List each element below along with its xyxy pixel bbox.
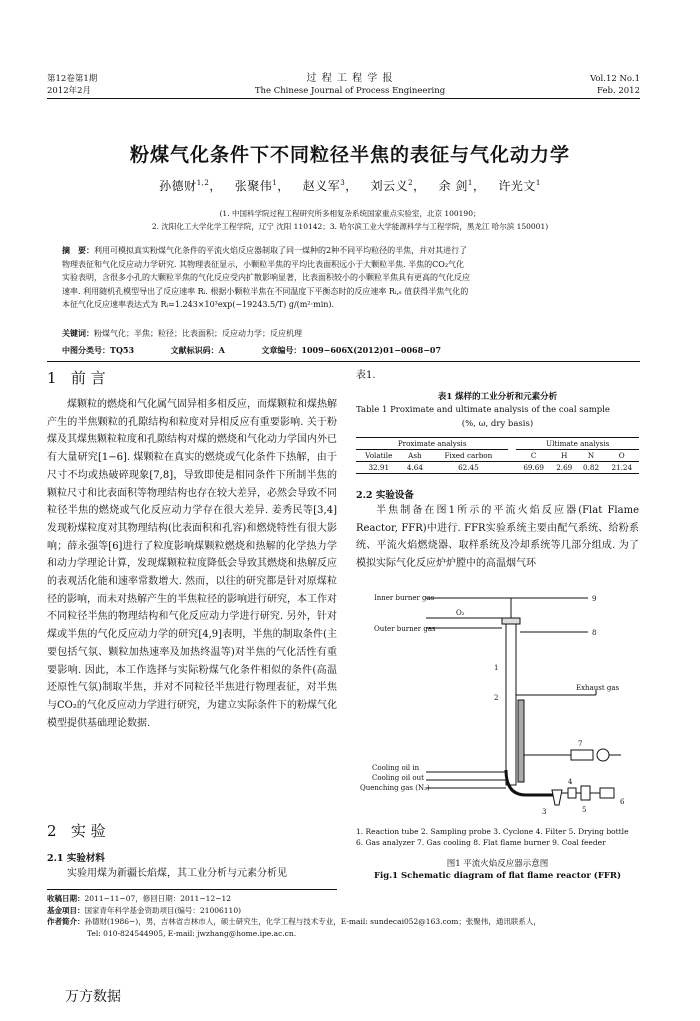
keywords: [62, 327, 640, 341]
cls-value: TQ53: [110, 345, 135, 355]
label-quench: Quenching gas (N₂): [360, 784, 430, 792]
journal-title-cn: 过 程 工 程 学 报: [306, 73, 394, 84]
table-cell: 62.45: [458, 463, 479, 472]
author: 赵义军$^3$: [302, 179, 346, 193]
number-label: 4: [568, 778, 573, 786]
gas-cooling: [571, 750, 593, 760]
watermark: 万方数据: [65, 989, 121, 1005]
keywords-text: 粉煤气化；半焦；粒径；比表面积；反应动力学；反应机理: [94, 329, 302, 338]
author: 许光文$^1$: [498, 179, 541, 193]
label-outer-gas: Outer burner gas: [374, 625, 436, 633]
abstract-line: 速率. 利用随机孔模型导出了反应速率 Rᵢ. 根据小颗粒半焦在不同温度下平衡态时的反应速率 Rᵢ,ₛ 值获得半焦气化的: [62, 286, 469, 296]
subsection-2-1-heading: 2.1 实验材料: [47, 853, 105, 864]
table-group-header: Proximate analysis: [356, 438, 508, 450]
keywords-label: 关键词：: [62, 328, 94, 338]
number-label: 8: [592, 629, 597, 637]
table-group-header: Ultimate analysis: [516, 438, 639, 450]
label-cooling-out: Cooling oil out: [372, 774, 424, 782]
table-cell: 4.64: [406, 463, 423, 472]
number-label: 7: [578, 740, 583, 748]
table-col-header: O: [618, 451, 625, 460]
author-bio: 孙德财(1986−)，男，吉林省吉林市人，硕士研究生，化学工程与技术专业，E-mail: sundecai052@163.com；张聚伟，通讯联系人，: [84, 917, 541, 926]
table-cell: 69.69: [523, 463, 544, 472]
label-o2: O₂: [456, 609, 465, 617]
number-label: 3: [542, 808, 547, 816]
subsection-2-1-body: 实验用煤为新疆长焰煤，其工业分析与元素分析见: [67, 868, 287, 879]
number-label: 2: [494, 694, 499, 702]
ffr-schematic: [356, 590, 646, 822]
abstract-line: 物理表征和气化反应动力学研究. 其物理表征显示，小颗粒半焦的平均比表面积远小于大颗粒半焦. 半焦的CO₂气化: [62, 259, 465, 269]
label-exhaust: Exhaust gas: [576, 684, 620, 692]
table-1-units: (%, ω, dry basis): [461, 419, 534, 429]
subsection-2-2-heading: 2.2 实验设备: [356, 490, 414, 501]
author: 余 剑$^1$: [438, 179, 473, 193]
cyclone: [552, 790, 562, 805]
table-col-header: C: [530, 451, 537, 460]
abstract-rule: [47, 361, 640, 362]
table-1-title-en: Table 1 Proximate and ultimate analysis of the coal sample: [356, 405, 610, 415]
affiliation-line-2: 2. 沈阳化工大学化学工程学院，辽宁 沈阳 110142；3. 哈尔滨工业大学能源科学与工程学院，黑龙江 哈尔滨 150001): [151, 222, 549, 231]
table-col-header: Volatile: [365, 451, 393, 460]
gas-analyzer: [600, 788, 614, 798]
doc-code: A: [218, 345, 225, 355]
table-row: [356, 462, 639, 474]
number-label: 9: [592, 595, 597, 603]
abstract-line: 本征气化反应速率表达式为 Rᵢ=1.243×10³exp(−19243.5/T) g/(m²·min).: [62, 300, 335, 310]
number-label: 1: [494, 664, 499, 672]
drying-bottle: [581, 786, 590, 800]
table-cell: 2.69: [556, 463, 573, 472]
table-cell: 32.91: [368, 463, 390, 472]
abstract-label: 摘 要：: [62, 245, 94, 255]
abstract-line: 实验表明，含很多小孔的大颗粒半焦的气化反应受内扩散影响显著，比表面积较小的小颗粒半焦具有更高的气化反应: [62, 273, 470, 283]
footnote-rule: [47, 889, 337, 890]
author: 刘云义$^2$: [370, 179, 414, 193]
affiliation-line-1: (1. 中国科学院过程工程研究所多相复杂系统国家重点实验室，北京 100190；: [219, 209, 481, 218]
number-label: 6: [620, 798, 625, 806]
table-col-header: N: [587, 451, 595, 460]
table-1-title-cn: 表1 煤样的工业分析和元素分析: [437, 392, 558, 402]
sampling-probe: [518, 700, 524, 782]
abstract: [62, 244, 640, 312]
figure-1-caption-cn: 图1 平流火焰反应器示意图: [446, 859, 549, 869]
number-label: 5: [582, 806, 587, 814]
subsection-2-2-body: 半焦制备在图1所示的平流火焰反应器(Flat Flame Reactor, FFR)中进行. FFR实验系统主要由配气系统、给粉系统、平流火焰燃烧器、取样系统及冷却系统等几部分组成. 为了模拟实际气化反应炉炉膛中的高温烟气环: [356, 505, 639, 570]
date-en: Feb. 2012: [597, 86, 640, 96]
table-col-header: Fixed carbon: [444, 451, 493, 460]
table-ref-line: 表1.: [356, 370, 376, 381]
table-1: [356, 437, 639, 474]
figure-1-caption-en: Fig.1 Schematic diagram of flat flame reactor (FFR): [374, 871, 621, 881]
table-cell: 21.24: [611, 463, 633, 472]
article-number: 1009−606X(2012)01−0068−07: [301, 345, 442, 355]
fund-info: 国家青年科学基金资助项目(编号：21006110): [84, 905, 242, 915]
section-2-heading: 2 实 验: [47, 822, 106, 840]
abstract-line: 利用可模拟真实粉煤气化条件的平流火焰反应器制取了同一煤种的2种不同平均粒径的半焦，并对其进行了: [94, 246, 468, 255]
date-cn: 2012年2月: [47, 86, 92, 96]
table-col-header: Ash: [408, 451, 422, 460]
figure-1-legend: 1. Reaction tube 2. Sampling probe 3. Cyclone 4. Filter 5. Drying bottle 6. Gas analyzer 7. Gas cooling 8. Flat flame burner 9. Coal feeder: [356, 827, 629, 847]
section-1-body: [47, 396, 337, 732]
reaction-tube: [506, 620, 516, 785]
section-1-heading: 1 前 言: [47, 369, 106, 387]
volume-en: Vol.12 No.1: [590, 74, 640, 84]
author: 张聚伟$^1$: [234, 179, 278, 193]
header-rule: [47, 98, 640, 99]
journal-title-en: The Chinese Journal of Process Engineering: [254, 86, 446, 96]
volume-cn: 第12卷第1期: [47, 74, 98, 84]
table-col-header: H: [561, 451, 568, 460]
pump: [597, 749, 609, 761]
contact-line: Tel: 010-824544905, E-mail: jwzhang@home.ipe.ac.cn.: [87, 928, 297, 938]
classification-line: 中图分类号：TQ53 文献标识码：A 文章编号：1009−606X(2012)01−0068−07: [62, 345, 442, 355]
author-list: 孙德财$^{1,2}$， 张聚伟$^1$， 赵义军$^3$， 刘云义$^2$， 余 剑$^1$， 许光文$^1$: [159, 179, 541, 193]
author: 孙德财$^{1,2}$: [159, 179, 210, 193]
footnote: 收稿日期：2011−11−07，修回日期：2011−12−12 基金项目：国家青年科学基金资助项目(编号：21006110) 作者简介：孙德财(1986−)，男，吉林省吉林市人，硕士研究生，化学工程与技术专业，E-mail: sundecai052@163.com；张聚伟，通讯联系人， Tel: 010-824544905, E-mail: jwzhang@home.ipe.ac.cn.: [47, 893, 647, 939]
filter: [568, 788, 576, 798]
paper-title: 粉煤气化条件下不同粒径半焦的表征与气化动力学: [129, 144, 570, 166]
intro-paragraph: 煤颗粒的燃烧和气化属气固异相多相反应，而煤颗粒和煤热解产生的半焦颗粒的孔隙结构和粒度对异相反应有重要影响. 关于粉煤及其煤焦颗粒粒度和孔隙结构对煤的燃烧和气化动力学国内外已有大量研究[1−6]. 煤颗粒在真实的燃烧或气化条件下热解，由于尺寸不均或热破碎现象[7,8]，导致即使是相同条件下所制半焦的颗粒尺寸和比表面积等物理结构也存在较大差异，必然会导致不同粒径半焦的燃烧或气化反应动力学存在很大差异. 姜秀民等[3,4]发现粉煤粒度对其物理结构(比表面积和孔容)和燃烧特性有很大影响；薛永强等[6]进行了粒度影响煤颗粒燃烧和热解的化学热力学和动力学理论计算，发现煤颗粒粒度降低会导致其燃烧和热解反应的表观活化能和速率常数增大. 然而，以往的研究都是针对原煤粒径的影响，而未对热解产生的半焦粒径的影响进行研究，本工作对不同粒径半焦的物理结构和气化反应动力学进行研究. 另外，针对煤或半焦的气化反应动力学的研究[4,9]表明，半焦的制取条件(主要包括气氛、颗粒加热速率及加热终温等)对半焦的气化活性有重要影响. 因此，本工作选择与实际粉煤气化条件相似的条件(高温还原性气氛)制取半焦，并对不同粒径半焦进行物理表征，对半焦与CO₂的气化反应动力学进行研究，为建立实际条件下的粉煤气化模型提供基础理论数据.: [47, 399, 337, 729]
table-cell: 0.82: [583, 463, 600, 472]
label-inner-gas: Inner burner gas: [374, 594, 435, 602]
label-cooling-in: Cooling oil in: [372, 764, 420, 772]
received-dates: 2011−11−07，修回日期：2011−12−12: [84, 894, 231, 903]
header-right: [590, 73, 640, 97]
